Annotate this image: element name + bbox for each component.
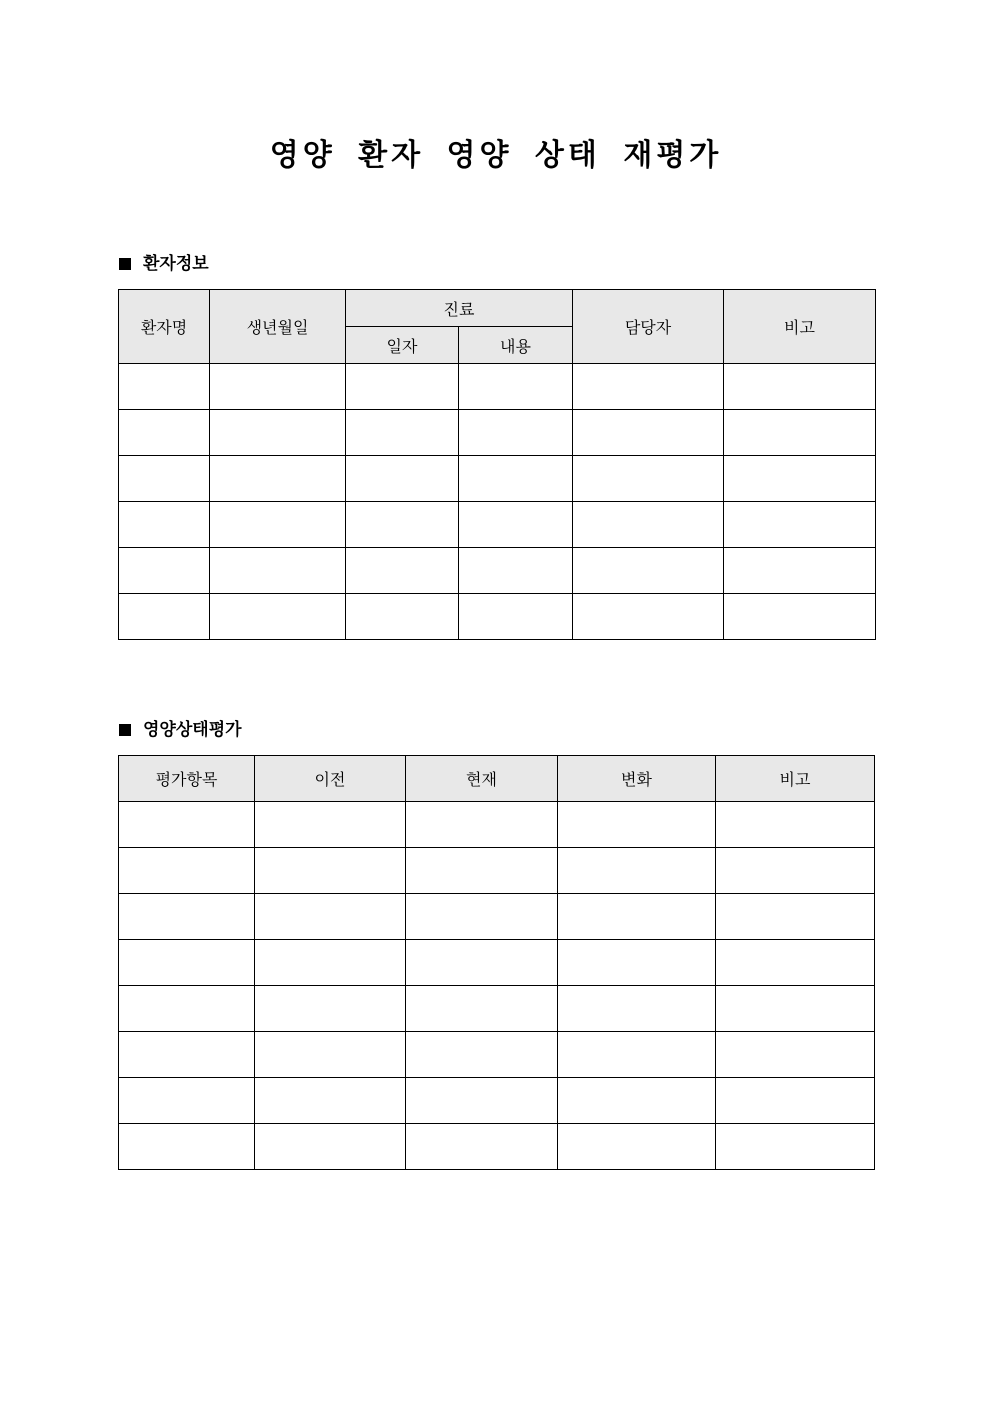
table-cell[interactable] [716,848,875,894]
table-cell[interactable] [406,1078,558,1124]
table-cell[interactable] [716,1032,875,1078]
table-cell[interactable] [459,502,573,548]
table-cell[interactable] [459,456,573,502]
table-cell[interactable] [255,848,406,894]
table-cell[interactable] [724,502,876,548]
table-cell[interactable] [558,848,716,894]
table-cell[interactable] [210,456,346,502]
table-cell[interactable] [210,594,346,640]
table-cell[interactable] [724,548,876,594]
table-cell[interactable] [210,410,346,456]
nutrition-header-cell: 변화 [558,756,716,802]
table-cell[interactable] [716,802,875,848]
table-cell[interactable] [573,548,724,594]
table-cell[interactable] [255,1078,406,1124]
table-cell[interactable] [459,410,573,456]
table-cell[interactable] [558,894,716,940]
patient-info-table [118,289,876,640]
header-treatment: 진료 [346,290,573,327]
table-cell[interactable] [119,802,255,848]
square-bullet-icon [119,258,131,270]
table-cell[interactable] [716,894,875,940]
table-cell[interactable] [346,594,459,640]
table-cell[interactable] [459,364,573,410]
table-cell[interactable] [724,364,876,410]
table-row [119,548,876,594]
table-cell[interactable] [255,802,406,848]
table-row [119,848,875,894]
table-row [119,894,875,940]
header-treatment-content: 내용 [459,327,573,364]
patient-section-label: 환자정보 [143,254,209,274]
page-title: 영양 환자 영양 상태 재평가 [269,138,723,173]
table-row [119,502,876,548]
table-cell[interactable] [119,1124,255,1170]
table-cell[interactable] [459,548,573,594]
table-cell[interactable] [119,940,255,986]
table-cell[interactable] [119,986,255,1032]
nutrition-header-cell: 현재 [406,756,558,802]
table-cell[interactable] [558,1124,716,1170]
table-row [119,1032,875,1078]
table-cell[interactable] [346,364,459,410]
nutrition-section-label: 영양상태평가 [143,720,242,740]
table-row [119,456,876,502]
table-cell[interactable] [119,594,210,640]
table-cell[interactable] [210,364,346,410]
table-cell[interactable] [573,410,724,456]
table-row [119,1078,875,1124]
nutrition-assessment-table [118,755,875,1170]
square-bullet-icon [119,724,131,736]
table-cell[interactable] [119,364,210,410]
header-patient-name: 환자명 [119,290,210,364]
header-treatment-date: 일자 [346,327,459,364]
nutrition-section-heading [119,718,242,742]
nutrition-header-cell: 이전 [255,756,406,802]
table-cell[interactable] [119,548,210,594]
table-cell[interactable] [573,594,724,640]
table-cell[interactable] [406,802,558,848]
nutrition-header-cell: 비고 [716,756,875,802]
table-cell[interactable] [406,848,558,894]
header-manager: 담당자 [573,290,724,364]
table-cell[interactable] [406,1124,558,1170]
table-cell[interactable] [406,986,558,1032]
table-cell[interactable] [406,894,558,940]
table-cell[interactable] [573,456,724,502]
table-cell[interactable] [724,594,876,640]
table-cell[interactable] [119,1032,255,1078]
table-cell[interactable] [716,1124,875,1170]
table-cell[interactable] [558,986,716,1032]
table-row [119,594,876,640]
table-cell[interactable] [716,940,875,986]
table-cell[interactable] [119,848,255,894]
table-cell[interactable] [119,1078,255,1124]
table-cell[interactable] [255,894,406,940]
table-cell[interactable] [210,502,346,548]
patient-section-heading [119,252,209,276]
table-cell[interactable] [210,548,346,594]
table-cell[interactable] [558,1078,716,1124]
table-cell[interactable] [558,802,716,848]
table-cell[interactable] [406,940,558,986]
header-note: 비고 [724,290,876,364]
table-row [119,410,876,456]
table-cell[interactable] [255,986,406,1032]
table-cell[interactable] [346,410,459,456]
table-cell[interactable] [119,456,210,502]
table-row [119,802,875,848]
table-cell[interactable] [406,1032,558,1078]
table-cell[interactable] [716,1078,875,1124]
table-cell[interactable] [119,894,255,940]
table-cell[interactable] [255,1032,406,1078]
table-cell[interactable] [255,1124,406,1170]
table-cell[interactable] [558,1032,716,1078]
table-row [119,940,875,986]
table-cell[interactable] [119,502,210,548]
table-cell[interactable] [573,502,724,548]
table-cell[interactable] [119,410,210,456]
table-cell[interactable] [255,940,406,986]
nutrition-header-cell: 평가항목 [119,756,255,802]
table-cell[interactable] [558,940,716,986]
table-cell[interactable] [724,456,876,502]
header-birth-date: 생년월일 [210,290,346,364]
table-cell[interactable] [724,410,876,456]
table-cell[interactable] [459,594,573,640]
table-row [119,986,875,1032]
table-row [119,364,876,410]
table-row [119,1124,875,1170]
table-cell[interactable] [573,364,724,410]
table-cell[interactable] [346,502,459,548]
table-cell[interactable] [716,986,875,1032]
table-cell[interactable] [346,548,459,594]
table-cell[interactable] [346,456,459,502]
